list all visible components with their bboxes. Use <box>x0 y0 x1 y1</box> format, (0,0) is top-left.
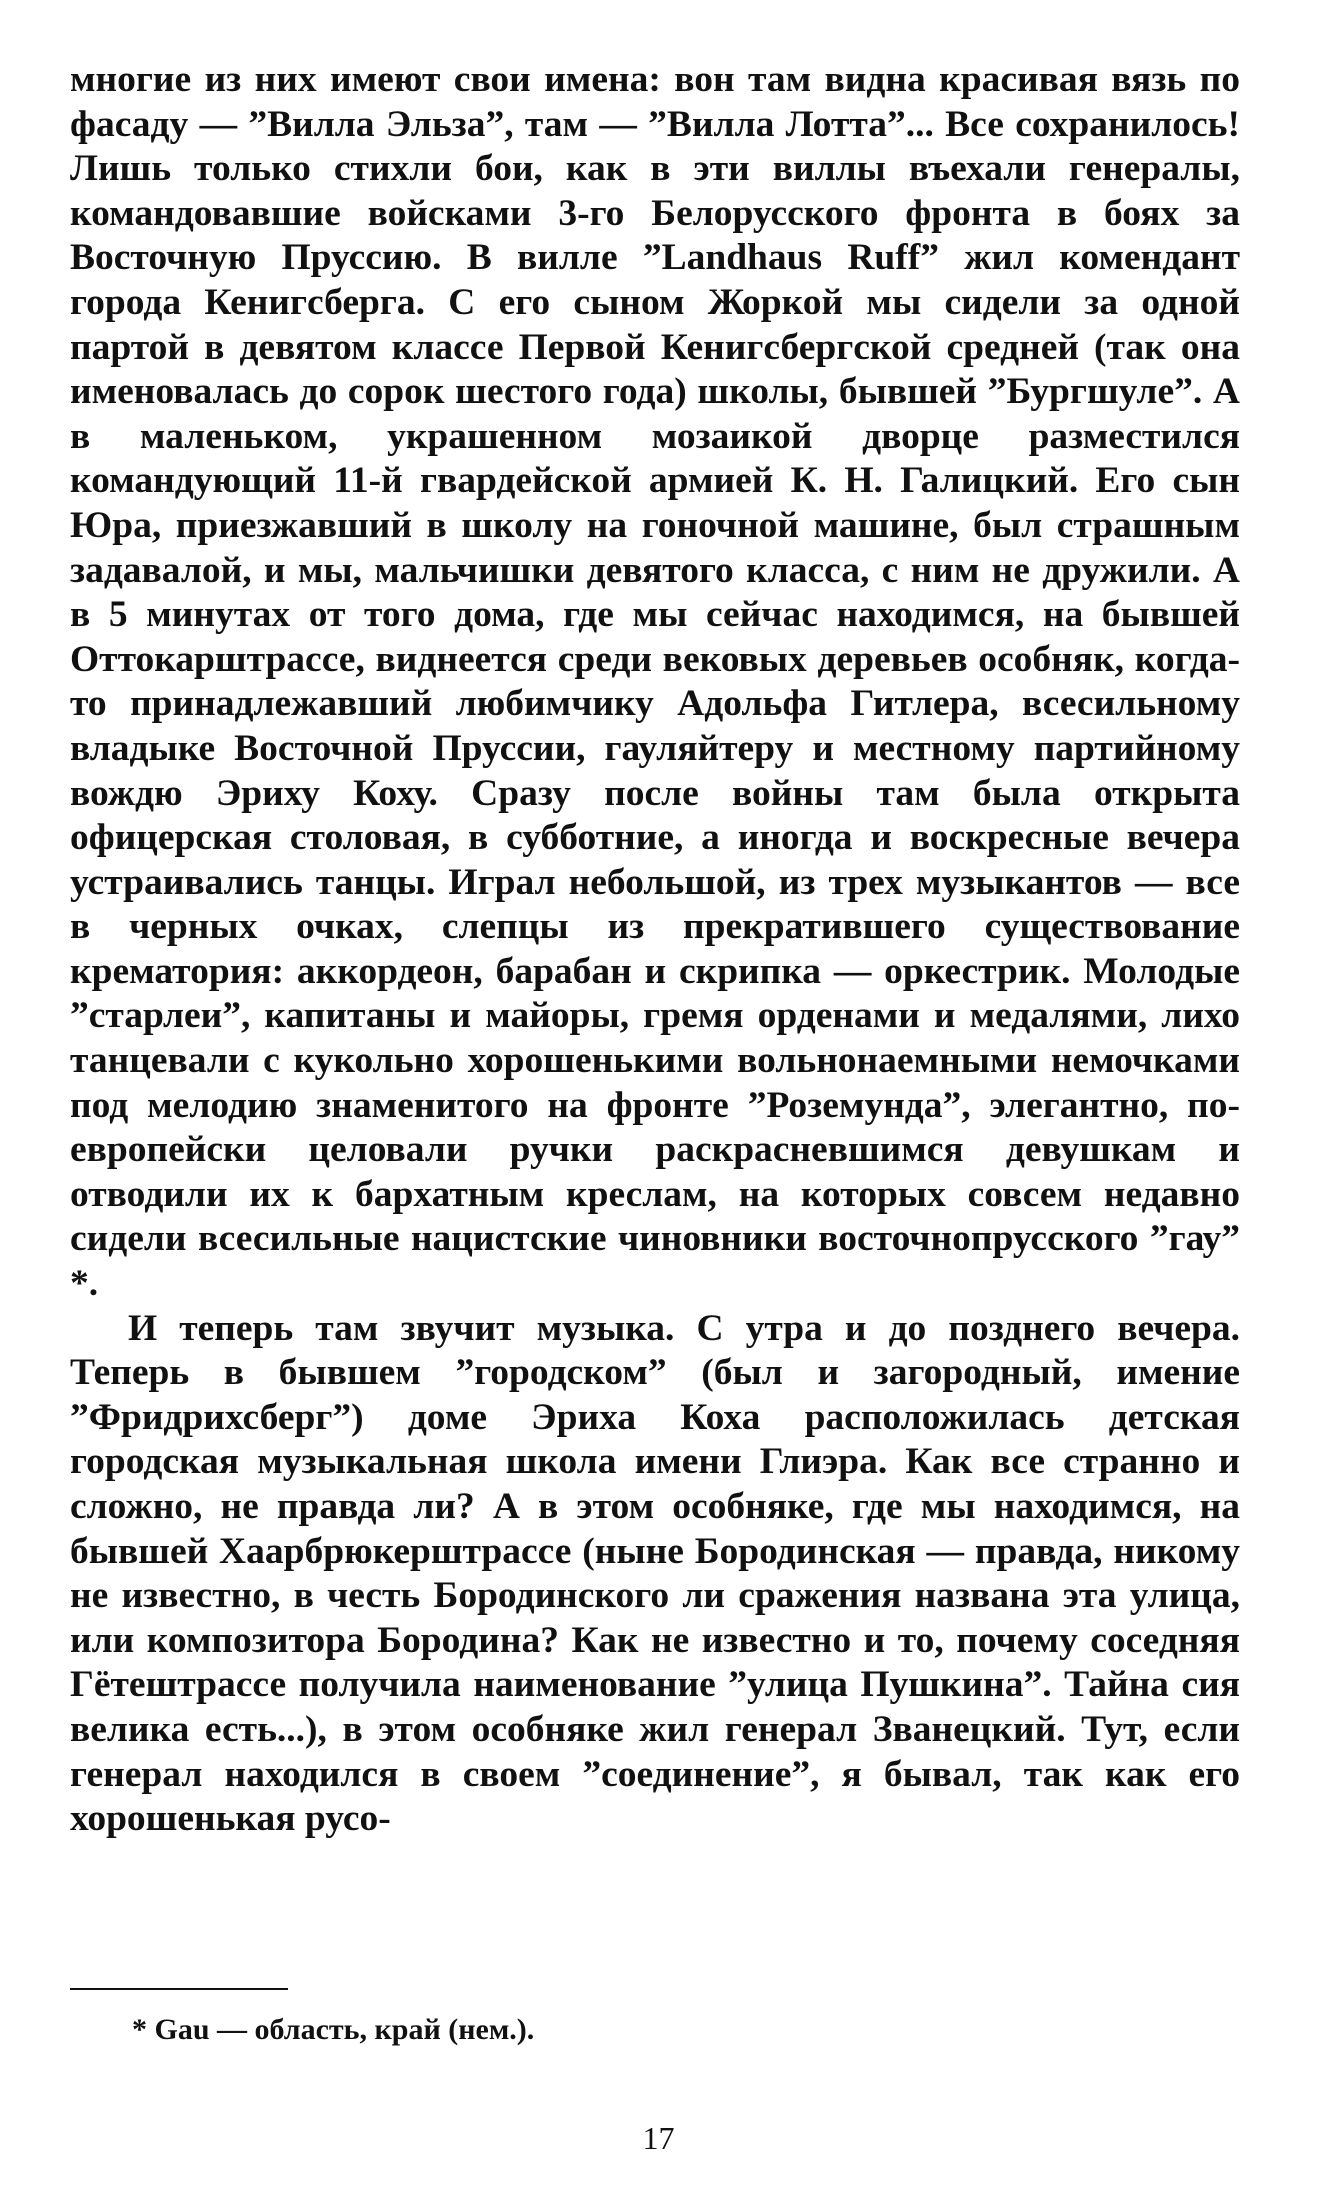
footnote-separator <box>70 1988 288 1990</box>
page-number: 17 <box>642 2120 675 2156</box>
paragraph-2: И теперь там звучит музыка. С утра и до позднего вечера. Теперь в бывшем ”городском” (был и загородный, имение ”Фридрихсберг”) доме Эриха Коха расположилась детская городская музыкальная школа имени Глиэра. Как все странно и сложно, не правда ли? А в этом особняке, где мы находимся, на бывшей Хаарбрюкерштрассе (ныне Бородинская — правда, никому не известно, в честь Бородинского ли сражения названа эта улица, или композитора Бородина? Как не известно и то, почему соседняя Гётештрассе получила наименование ”улица Пушкина”. Тайна сия велика есть...), в этом особняке жил генерал Званецкий. Тут, если генерал находился в своем ”соединение”, я бывал, так как его хорошенькая русо- <box>70 1307 1240 1840</box>
paragraph-1: многие из них имеют свои имена: вон там видна красивая вязь по фасаду — ”Вилла Эльза”, там — ”Вилла Лотта”... Все сохранилось! Лишь только стихли бои, как в эти виллы въехали генералы, командовавшие войсками 3-го Белорусского фронта в боях за Восточную Пруссию. В вилле ”Landhaus Ruff” жил комендант города Кенигсберга. С его сыном Жоркой мы сидели за одной партой в девятом классе Первой Кенигсбергской средней (так она именовалась до сорок шестого года) школы, бывшей ”Бургшуле”. А в маленьком, украшенном мозаикой дворце разместился командующий 11-й гвардейской армией К. Н. Галицкий. Его сын Юра, приезжавший в школу на гоночной машине, был страшным задавалой, и мы, мальчишки девятого класса, с ним не дружили. А в 5 минутах от того дома, где мы сейчас находимся, на бывшей Оттокарштрассе, виднеется среди вековых деревьев особняк, когда-то принадлежавший любимчику Адольфа Гитлера, всесильному владыке Восточной Пруссии, гауляйтеру и местному партийному вождю Эриху Коху. Сразу после войны там была открыта офицерская столовая, в субботние, а иногда и воскресные вечера устраивались танцы. Играл небольшой, из трех музыкантов — все в черных очках, слепцы из прекратившего существование крематория: аккордеон, барабан и скрипка — оркестрик. Молодые ”старлеи”, капитаны и майоры, гремя орденами и медалями, лихо танцевали с кукольно хорошенькими вольнонаемными немочками под мелодию знаменитого на фронте ”Роземунда”, элегантно, по-европейски целовали ручки раскрасневшимся девушкам и отводили их к бархатным креслам, на которых совсем недавно сидели всесильные нацистские чиновники восточнопрусского ”гау” *. <box>70 59 1240 1305</box>
footnote: * Gau — область, край (нем.). <box>132 2013 535 2046</box>
page-body <box>70 58 1240 1842</box>
